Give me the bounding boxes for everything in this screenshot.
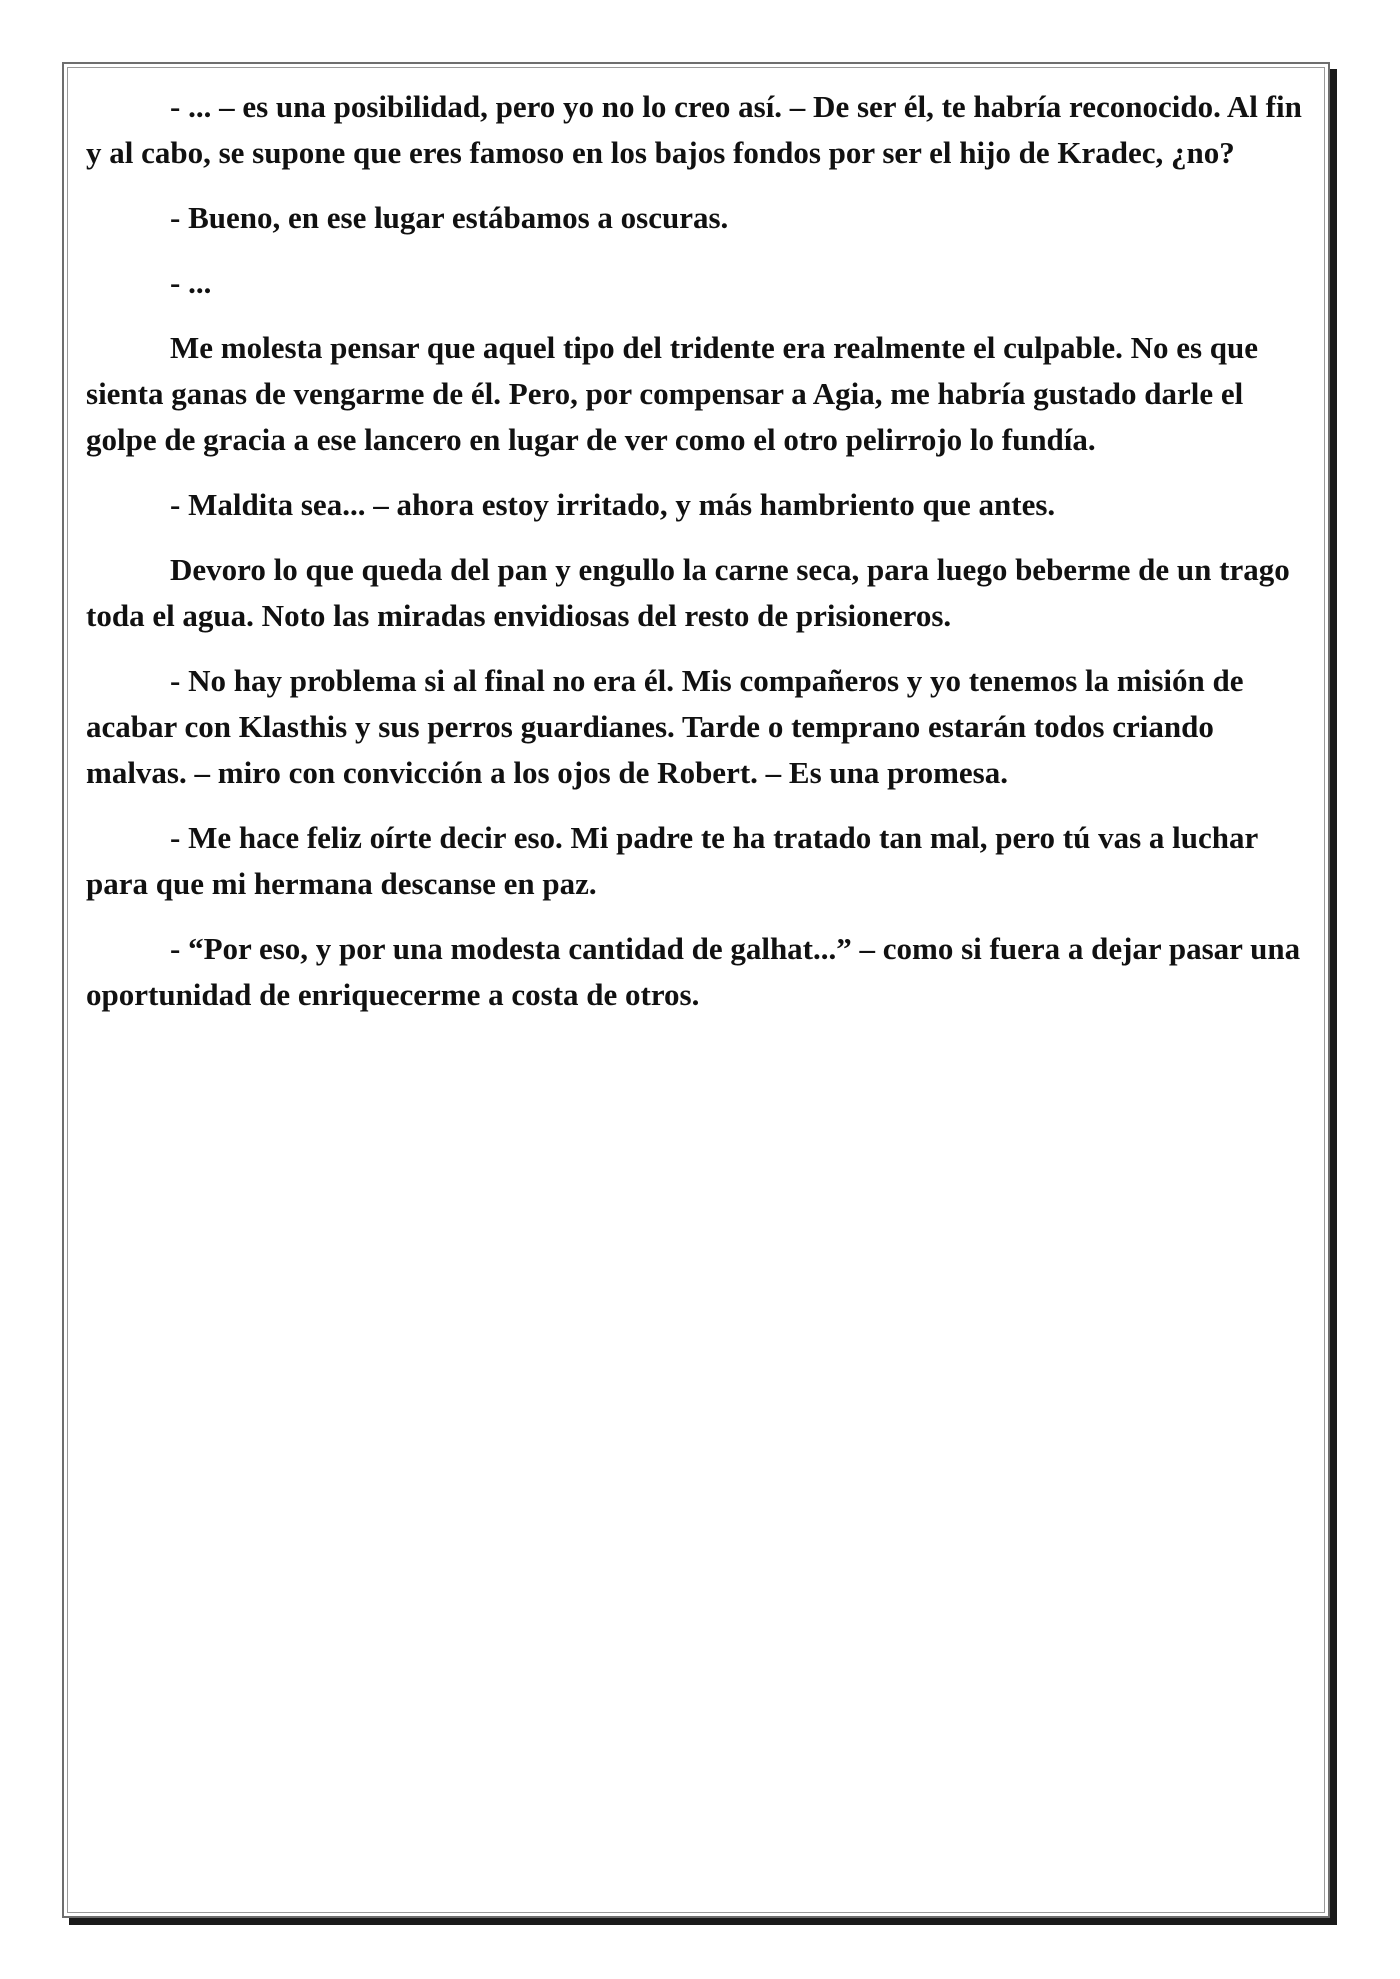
paragraph: Me molesta pensar que aquel tipo del tridente era realmente el culpable. No es que sienta ganas de vengarme de él. Pero, por compensar a Agia, me habría gustado darle el golpe de gracia a ese lancero en lugar de ver como el otro pelirrojo lo fundía. (86, 330, 1259, 457)
paragraph: - No hay problema si al final no era él. Mis compañeros y yo tenemos la misión de acabar con Klasthis y sus perros guardianes. Tarde o temprano estarán todos criando malvas. – miro con convicción a los ojos de Robert. – Es una promesa. (86, 663, 1244, 790)
paragraph: - Maldita sea... – ahora estoy irritado, y más hambriento que antes. (170, 487, 1056, 522)
paragraph: - Bueno, en ese lugar estábamos a oscuras. (170, 200, 729, 235)
paragraph: - Me hace feliz oírte decir eso. Mi padre te ha tratado tan mal, pero tú vas a luchar para que mi hermana descanse en paz. (86, 820, 1258, 901)
paragraph: - “Por eso, y por una modesta cantidad de galhat...” – como si fuera a dejar pasar una oportunidad de enriquecerme a costa de otros. (86, 931, 1301, 1012)
paragraph: - ... – es una posibilidad, pero yo no lo creo así. – De ser él, te habría reconocido. Al fin y al cabo, se supone que eres famoso en los bajos fondos por ser el hijo de Kradec, ¿no? (86, 89, 1302, 170)
document-body (86, 84, 1312, 1037)
paragraph: - ... (170, 265, 212, 300)
paragraph: Devoro lo que queda del pan y engullo la carne seca, para luego beberme de un trago toda el agua. Noto las miradas envidiosas del resto de prisioneros. (86, 552, 1290, 633)
page-frame (62, 62, 1330, 1918)
